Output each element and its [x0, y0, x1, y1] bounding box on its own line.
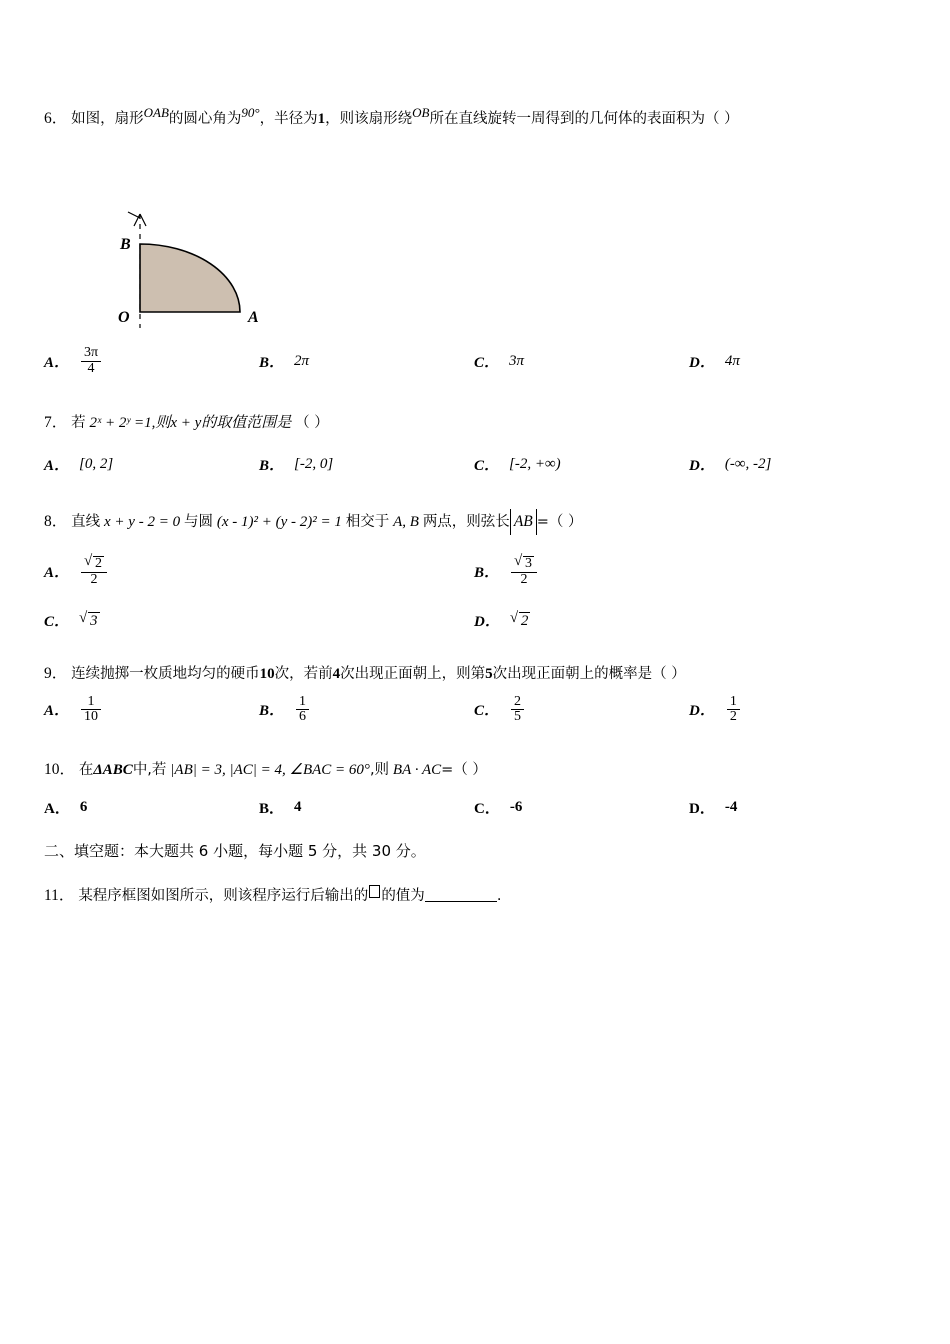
question-10-options: [44, 797, 904, 818]
q8-option-a-label: A．: [44, 565, 70, 582]
q7-option-b[interactable]: [259, 454, 474, 475]
q6-option-c-value: 3π: [509, 352, 525, 369]
q8-text-4: 两点，则弦长: [422, 514, 510, 531]
question-9: [44, 661, 904, 725]
q8-text-5: =（ ）: [536, 514, 583, 531]
question-8-number: 8．: [44, 513, 68, 531]
q6-option-b[interactable]: [259, 346, 474, 376]
q7-text-1: 若: [71, 415, 86, 432]
q9-option-b-value: [296, 695, 309, 725]
q9-option-b-num: 1: [296, 695, 309, 711]
q11-text-after: 的值为: [381, 888, 425, 905]
q6-option-a-den: 4: [87, 360, 95, 376]
q6-text-2: 的圆心角为: [168, 111, 242, 127]
q10-text-3: ,则: [369, 762, 390, 779]
question-6: [44, 100, 904, 376]
q8-option-d[interactable]: [474, 610, 904, 631]
q10-given-values: |AB| = 3, |AC| = 4, ∠BAC = 60°: [170, 762, 370, 779]
q8-option-c[interactable]: [44, 610, 474, 631]
q10-option-c-value: -6: [509, 799, 523, 816]
q10-option-c[interactable]: [474, 797, 689, 818]
q10-option-d[interactable]: [689, 797, 904, 818]
question-7-number: 7．: [44, 414, 68, 432]
q6-sector-oab: OAB: [143, 105, 169, 120]
figure-label-A: A: [248, 309, 259, 326]
q9-num-4: 4: [332, 665, 341, 682]
q6-line-ob: OB: [412, 105, 430, 120]
q6-text-5: 所在直线旋转一周得到的几何体的表面积为（ ）: [429, 111, 739, 127]
question-8-options-row1: [44, 555, 904, 587]
q6-angle-90: 90°: [241, 105, 260, 120]
q9-text-3: 次出现正面朝上，则第: [340, 665, 486, 682]
question-6-stem: [44, 100, 904, 132]
q6-option-d[interactable]: [689, 346, 904, 376]
q8-option-b-den: 2: [520, 572, 528, 588]
q9-option-c-num: 2: [511, 695, 524, 711]
q10-dot-product: BA · AC: [392, 762, 442, 779]
question-8: [44, 509, 904, 630]
q7-option-d-value: (-∞, -2]: [724, 456, 772, 473]
q10-triangle-abc: ΔABC: [93, 762, 133, 779]
q8-option-a[interactable]: [44, 555, 474, 587]
question-7-stem: [44, 410, 904, 436]
q8-circle-eq: (x - 1)² + (y - 2)² = 1: [216, 514, 342, 531]
q9-text-1: 连续抛掷一枚质地均匀的硬币: [71, 665, 260, 682]
q6-option-a-label: A．: [44, 354, 70, 371]
q7-option-c-value: [-2, +∞): [509, 456, 561, 473]
q10-text-1: 在: [78, 762, 94, 779]
q6-text-4: ，则该扇形绕: [325, 111, 413, 127]
q9-text-2: 次，若前: [274, 665, 333, 682]
q6-option-d-label: D．: [689, 354, 715, 371]
q8-option-a-value: [81, 555, 107, 587]
q9-option-d[interactable]: [689, 695, 904, 725]
question-9-number: 9．: [44, 664, 68, 682]
q7-text-2: （ ）: [295, 415, 329, 432]
q9-option-a-den: 10: [84, 709, 99, 725]
figure-label-B: B: [120, 236, 131, 253]
q8-chord-ab: AB: [510, 509, 537, 535]
q10-option-a[interactable]: [44, 797, 259, 818]
question-6-number: 6．: [44, 110, 68, 127]
q10-option-b-value: 4: [294, 799, 302, 816]
q10-text-2: 中,若: [132, 762, 167, 779]
q9-option-d-label: D．: [689, 703, 715, 720]
q11-text-before: 某程序框图如图所示，则该程序运行后输出的: [78, 888, 369, 905]
q7-option-d[interactable]: [689, 454, 904, 475]
q8-text-1: 直线: [71, 514, 101, 531]
q10-option-b-label: B．: [259, 801, 285, 818]
page-content: [44, 100, 904, 915]
sector-figure-svg: [82, 146, 342, 336]
q8-option-c-label: C．: [44, 613, 70, 630]
question-10: [44, 757, 904, 818]
q9-num-5: 5: [485, 665, 493, 682]
q10-option-d-label: D．: [689, 801, 715, 818]
q11-answer-blank[interactable]: [425, 887, 497, 902]
q6-option-a[interactable]: [44, 346, 259, 376]
q7-option-a-value: [0, 2]: [79, 456, 114, 473]
q8-option-b-label: B．: [474, 565, 500, 582]
q10-option-d-value: -4: [724, 799, 738, 816]
q9-option-a-num: 1: [81, 695, 101, 711]
q6-option-b-label: B．: [259, 354, 285, 371]
q7-option-c[interactable]: [474, 454, 689, 475]
question-9-options: [44, 695, 904, 725]
q10-option-b[interactable]: [259, 797, 474, 818]
question-7-options: [44, 454, 904, 475]
q6-option-b-value: 2π: [294, 352, 310, 369]
q7-option-a-label: A．: [44, 458, 70, 475]
q8-option-b[interactable]: [474, 555, 904, 587]
q7-option-b-label: B．: [259, 458, 285, 475]
question-6-options: [44, 346, 904, 376]
q11-trailing-period: .: [496, 888, 502, 905]
question-10-number: 10．: [44, 761, 76, 779]
q9-option-c-label: C．: [474, 703, 500, 720]
q9-option-b-label: B．: [259, 703, 285, 720]
q9-option-d-value: [727, 695, 740, 725]
q9-option-a-label: A．: [44, 703, 70, 720]
q8-option-b-value: [511, 555, 537, 587]
q8-option-a-den: 2: [90, 572, 98, 588]
q6-option-c-label: C．: [474, 354, 500, 371]
q10-text-4: =（ ）: [441, 762, 487, 779]
q8-points-ab: A, B: [393, 514, 419, 531]
figure-label-O: O: [118, 309, 130, 326]
q7-option-c-label: C．: [474, 458, 500, 475]
question-10-stem: [44, 757, 904, 783]
q7-option-b-value: [-2, 0]: [294, 456, 334, 473]
q8-option-d-label: D．: [474, 613, 500, 630]
question-9-stem: [44, 661, 904, 687]
q7-expression: 2ˣ + 2ʸ =1,则x + y的取值范围是: [89, 415, 292, 432]
q8-option-d-value: √ 2: [510, 611, 531, 630]
question-11-stem: [44, 883, 904, 909]
q11-variable-box: [369, 885, 380, 898]
question-8-options-row2: [44, 610, 904, 631]
q8-line-eq: x + y - 2 = 0: [104, 514, 181, 531]
q10-option-c-label: C．: [474, 801, 500, 818]
q9-option-d-num: 1: [727, 695, 740, 711]
q6-option-a-num: 3π: [81, 346, 101, 362]
q8-option-b-num: √ 3: [511, 555, 537, 573]
sector-rotation-figure: [82, 146, 342, 336]
q9-option-b-den: 6: [299, 709, 307, 725]
q8-text-2: 与圆: [183, 514, 213, 531]
q6-option-a-value: [81, 346, 101, 376]
q9-option-c-value: [511, 695, 524, 725]
q8-text-3: 相交于: [345, 514, 390, 531]
q9-option-a[interactable]: [44, 695, 259, 725]
question-11-number: 11．: [44, 887, 75, 905]
q9-option-c-den: 5: [514, 709, 522, 725]
q9-text-4: 次出现正面朝上的概率是（ ）: [492, 665, 686, 682]
q10-option-a-label: A．: [44, 801, 70, 818]
q6-text-1: 如图，扇形: [71, 111, 144, 127]
q9-option-b[interactable]: [259, 695, 474, 725]
question-8-stem: [44, 509, 904, 535]
question-11: [44, 883, 904, 909]
q10-option-a-value: 6: [79, 799, 88, 816]
q9-option-c[interactable]: [474, 695, 689, 725]
q6-radius-1: 1: [317, 111, 326, 127]
question-7: [44, 410, 904, 475]
q6-option-d-value: 4π: [724, 352, 740, 369]
q7-option-d-label: D．: [689, 458, 715, 475]
q6-text-3: ，半径为: [259, 111, 318, 127]
q8-option-c-value: √ 3: [79, 611, 100, 630]
q7-option-a[interactable]: [44, 454, 259, 475]
q6-option-c[interactable]: [474, 346, 689, 376]
q9-option-d-den: 2: [729, 709, 737, 725]
q9-option-a-value: [81, 695, 101, 725]
q9-num-10: 10: [259, 665, 275, 682]
section-heading-fill-in-blank: 二、填空题：本大题共 6 小题，每小题 5 分，共 30 分。: [44, 842, 426, 861]
q8-option-a-num: √ 2: [81, 555, 107, 573]
